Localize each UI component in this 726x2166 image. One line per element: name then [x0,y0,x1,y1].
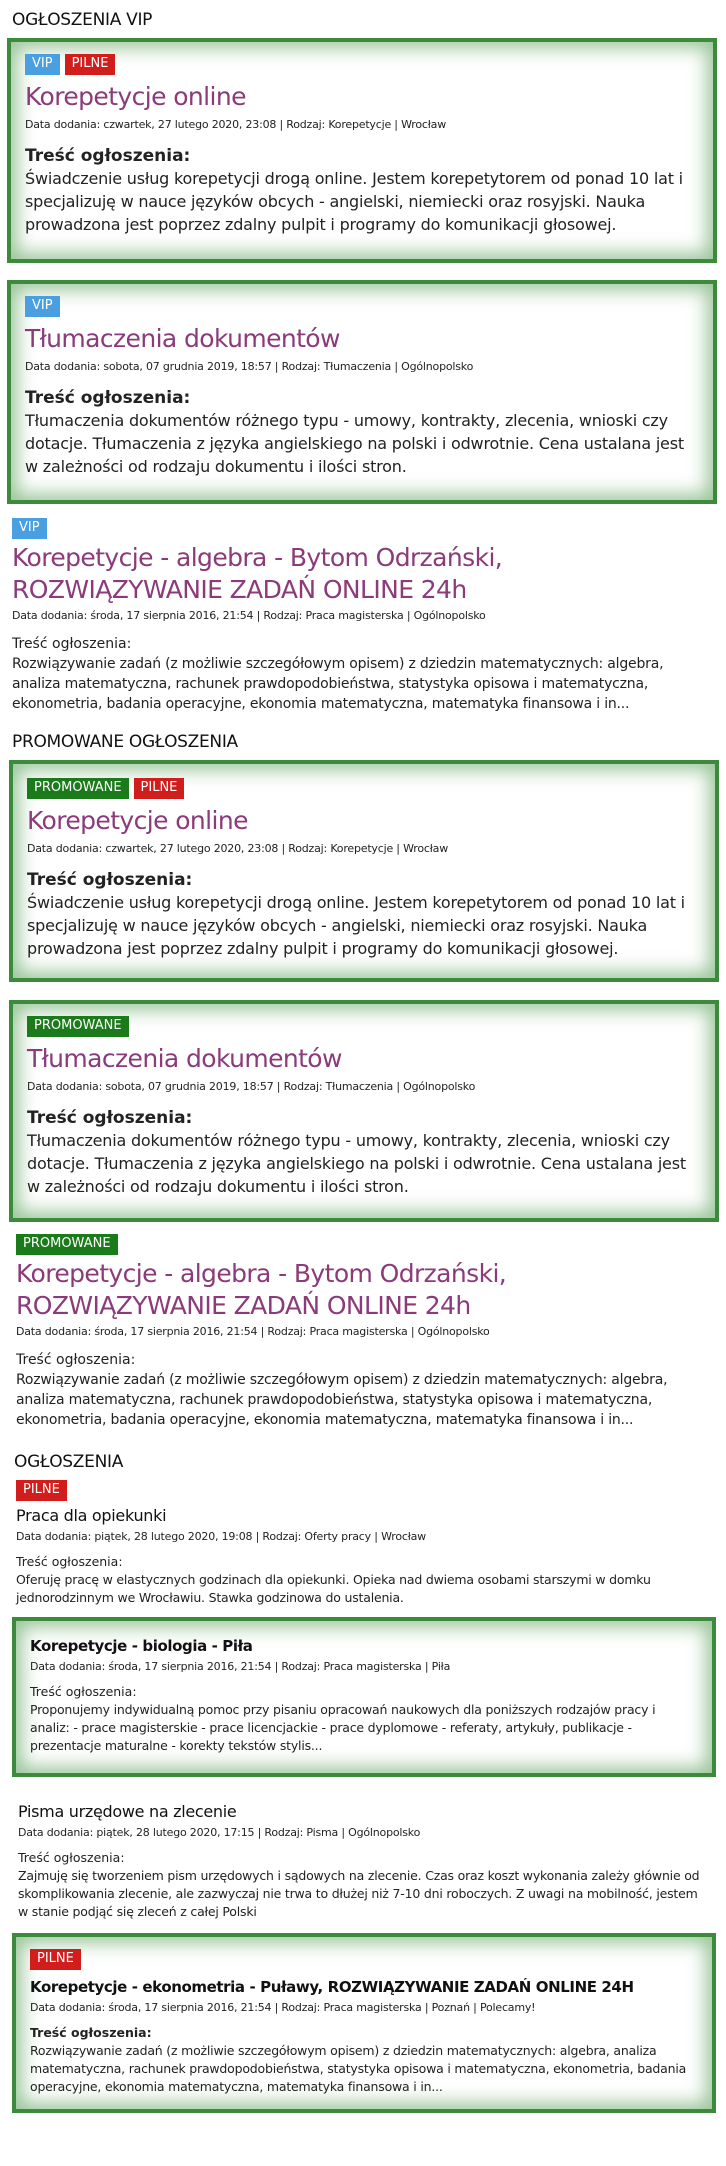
listing-card[interactable] [9,1000,719,1222]
listing-card[interactable] [7,280,717,504]
vip-badge: VIP [25,296,60,317]
content-text: Tłumaczenia dokumentów różnego typu - umowy, kontrakty, zlecenia, wnioski czy dotacje. Tłumaczenia z języka angielskiego na polski i odwrotnie. Cena ustalana jest w zależności od rodzaju dokumentu i ilości stron. [27,1131,686,1196]
badge-row [25,296,699,317]
badge-row [12,518,714,539]
listing-card[interactable] [0,1234,726,1430]
content-text: Rozwiązywanie zadań (z możliwie szczegółowym opisem) z dziedzin matematycznych: algebra, analiza matematyczna, rachunek prawdopodobieństwa, statystyka opisowa i matematyczna, ekonometria, badania operacyjne, ekonomia matematyczna, matematyka finansowa i in... [30,2043,687,2094]
badge-row [30,1949,698,1970]
listing-title[interactable]: Korepetycje online [27,806,248,835]
section-title-promoted: PROMOWANE OGŁOSZENIA [12,732,238,752]
listing-title[interactable]: Praca dla opiekunki [16,1506,167,1525]
section-title-regular: OGŁOSZENIA [14,1452,124,1472]
promoted-badge: PROMOWANE [27,778,129,799]
content-text: Rozwiązywanie zadań (z możliwie szczegółowym opisem) z dziedzin matematycznych: algebra, analiza matematyczna, rachunek prawdopodobieństwa, statystyka opisowa i matematyczna, ekonometria, badania operacyjne, ekonomia matematyczna, matematyka finansowa i in... [16,1372,668,1428]
badge-row [27,778,701,799]
listing-meta: Data dodania: piątek, 28 lutego 2020, 17:15 | Rodzaj: Pisma | Ogólnopolsko [18,1826,421,1839]
listing-card[interactable] [0,518,726,714]
content-label: Treść ogłoszenia: [12,636,132,652]
listing-card[interactable] [12,1617,716,1777]
badge-row [25,54,699,75]
listing-title[interactable]: Tłumaczenia dokumentów [27,1044,342,1073]
listing-meta: Data dodania: środa, 17 sierpnia 2016, 21:54 | Rodzaj: Praca magisterska | Piła [30,1660,451,1673]
badge-row [16,1480,710,1501]
content-text: Proponujemy indywidualną pomoc przy pisaniu opracowań naukowych dla poniższych rodzajów pracy i analiz: - prace magisterskie - prace licencjackie - prace dyplomowe - referaty, artykuły, publikacje - prezentacje maturalne - korekty tekstów stylis... [30,1702,656,1753]
content-label: Treść ogłoszenia: [16,1554,123,1569]
promoted-badge: PROMOWANE [27,1016,129,1037]
content-text: Zajmuję się tworzeniem pism urzędowych i sądowych na zlecenie. Czas oraz koszt wykonania zależy głównie od skomplikowania zlecenie, ale zazwyczaj nie trwa to dłużej niż 7-10 dni roboczych. Z uwagi na mobilność, jestem w stanie podjąć się zleceń z całej Polski [18,1868,700,1919]
urgent-badge: PILNE [16,1480,67,1501]
content-text: Oferuję pracę w elastycznych godzinach dla opiekunki. Opieka nad dwiema osobami starszymi w domku jednorodzinnym we Wrocławiu. Stawka godzinowa do ustalenia. [16,1572,651,1605]
content-text: Rozwiązywanie zadań (z możliwie szczegółowym opisem) z dziedzin matematycznych: algebra, analiza matematyczna, rachunek prawdopodobieństwa, statystyka opisowa i matematyczna, ekonometria, badania operacyjne, ekonomia matematyczna, matematyka finansowa i in... [12,656,664,712]
listing-card[interactable] [0,1480,726,1607]
listing-title[interactable]: Korepetycje - biologia - Piła [30,1637,253,1655]
content-label: Treść ogłoszenia: [27,870,193,890]
listing-meta: Data dodania: czwartek, 27 lutego 2020, 23:08 | Rodzaj: Korepetycje | Wrocław [27,842,449,855]
promoted-badge: PROMOWANE [16,1234,118,1255]
listing-meta: Data dodania: piątek, 28 lutego 2020, 19:08 | Rodzaj: Oferty pracy | Wrocław [16,1530,426,1543]
listing-card[interactable] [0,1801,726,1921]
listing-title[interactable]: Korepetycje online [25,82,246,111]
content-label: Treść ogłoszenia: [30,2025,152,2040]
listing-meta: Data dodania: sobota, 07 grudnia 2019, 18:57 | Rodzaj: Tłumaczenia | Ogólnopolsko [27,1080,476,1093]
urgent-badge: PILNE [134,778,185,799]
listing-card[interactable] [9,760,719,982]
listing-meta: Data dodania: środa, 17 sierpnia 2016, 21:54 | Rodzaj: Praca magisterska | Poznań | Polecamy! [30,2001,536,2014]
section-title-vip: OGŁOSZENIA VIP [12,10,153,30]
listing-card[interactable] [7,38,717,263]
listing-title[interactable]: Korepetycje - ekonometria - Puławy, ROZWIĄZYWANIE ZADAŃ ONLINE 24H [30,1978,634,1996]
content-text: Tłumaczenia dokumentów różnego typu - umowy, kontrakty, zlecenia, wnioski czy dotacje. Tłumaczenia z języka angielskiego na polski i odwrotnie. Cena ustalana jest w zależności od rodzaju dokumentu i ilości stron. [25,411,684,476]
listing-card[interactable] [12,1933,716,2113]
content-label: Treść ogłoszenia: [30,1684,137,1699]
listing-meta: Data dodania: środa, 17 sierpnia 2016, 21:54 | Rodzaj: Praca magisterska | Ogólnopolsko [16,1325,490,1338]
vip-badge: VIP [25,54,60,75]
listing-title[interactable]: Pisma urzędowe na zlecenie [18,1802,237,1821]
content-label: Treść ogłoszenia: [25,388,191,408]
listing-title[interactable]: Tłumaczenia dokumentów [25,324,340,353]
badge-row [27,1016,701,1037]
listing-meta: Data dodania: czwartek, 27 lutego 2020, 23:08 | Rodzaj: Korepetycje | Wrocław [25,118,447,131]
urgent-badge: PILNE [65,54,116,75]
listing-meta: Data dodania: sobota, 07 grudnia 2019, 18:57 | Rodzaj: Tłumaczenia | Ogólnopolsko [25,360,474,373]
listing-meta: Data dodania: środa, 17 sierpnia 2016, 21:54 | Rodzaj: Praca magisterska | Ogólnopolsko [12,609,486,622]
content-label: Treść ogłoszenia: [25,146,191,166]
listing-title[interactable]: Korepetycje - algebra - Bytom Odrzański, ROZWIĄZYWANIE ZADAŃ ONLINE 24h [16,1259,507,1320]
vip-badge: VIP [12,518,47,539]
content-label: Treść ogłoszenia: [18,1850,125,1865]
badge-row [16,1234,710,1255]
content-text: Świadczenie usług korepetycji drogą online. Jestem korepetytorem od ponad 10 lat i specjalizuję w nauce języków obcych - angielski, niemiecki oraz rosyjski. Nauka prowadzona jest poprzez zdalny pulpit i programy do komunikacji głosowej. [25,169,683,234]
urgent-badge: PILNE [30,1949,81,1970]
listing-title[interactable]: Korepetycje - algebra - Bytom Odrzański, ROZWIĄZYWANIE ZADAŃ ONLINE 24h [12,543,503,604]
content-label: Treść ogłoszenia: [16,1352,136,1368]
content-text: Świadczenie usług korepetycji drogą online. Jestem korepetytorem od ponad 10 lat i specjalizuję w nauce języków obcych - angielski, niemiecki oraz rosyjski. Nauka prowadzona jest poprzez zdalny pulpit i programy do komunikacji głosowej. [27,893,685,958]
content-label: Treść ogłoszenia: [27,1108,193,1128]
